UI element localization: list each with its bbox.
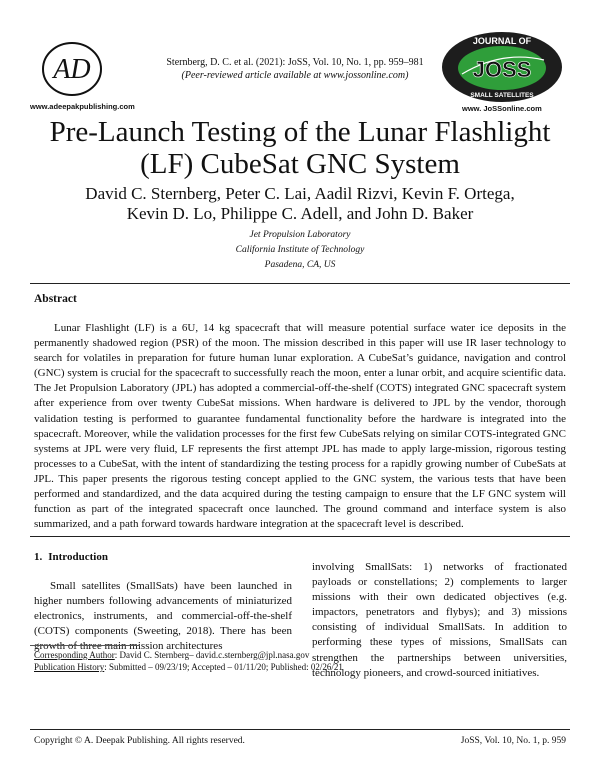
publisher-logo bbox=[40, 40, 104, 98]
section-title: Introduction bbox=[48, 551, 108, 563]
affiliation bbox=[100, 228, 500, 273]
title-line-2: (LF) CubeSat GNC System bbox=[140, 148, 460, 180]
ad-logo-text: AD bbox=[53, 54, 91, 85]
joss-logo-icon bbox=[440, 30, 564, 104]
paper-title bbox=[30, 116, 570, 180]
title-line-1: Pre-Launch Testing of the Lunar Flashlight bbox=[49, 116, 551, 148]
joss-logo-top-text: JOURNAL OF bbox=[472, 36, 532, 46]
abstract-bottom-rule bbox=[30, 536, 570, 537]
publication-history-label: Publication History bbox=[34, 662, 105, 672]
copyright-notice: Copyright © A. Deepak Publishing. All rights reserved. bbox=[34, 736, 245, 746]
page-reference: JoSS, Vol. 10, No. 1, p. 959 bbox=[460, 736, 566, 746]
joss-logo-main-text: JOSS bbox=[472, 57, 532, 82]
affiliation-line-2: California Institute of Technology bbox=[235, 245, 365, 255]
section-number: 1. bbox=[34, 551, 43, 563]
publication-history-note bbox=[34, 661, 343, 673]
joss-logo-bottom-text: SMALL SATELLITES bbox=[470, 92, 534, 99]
author-list bbox=[40, 184, 560, 224]
publication-history-text: : Submitted – 09/23/19; Accepted – 01/11/20; Published: 02/26/21 bbox=[104, 662, 343, 672]
ad-logo-icon bbox=[40, 40, 104, 98]
publisher-website[interactable]: www.adeepakpublishing.com bbox=[30, 102, 135, 111]
abstract-top-rule bbox=[30, 283, 570, 284]
footnote-rule bbox=[30, 645, 140, 646]
journal-logo bbox=[440, 30, 564, 104]
corresponding-author-text[interactable]: : David C. Sternberg– david.c.sternberg@jpl.nasa.gov bbox=[114, 650, 310, 660]
intro-left-column: Small satellites (SmallSats) have been launched in higher numbers following advancements of miniaturized electronics, instruments, and commercial-off-the-shelf (COTS) components (Sweeting, 2018). There has been growth of three main mission architectures bbox=[34, 580, 292, 653]
affiliation-line-3: Pasadena, CA, US bbox=[264, 260, 336, 270]
citation-block bbox=[140, 56, 450, 82]
affiliation-line-1: Jet Propulsion Laboratory bbox=[249, 230, 351, 240]
citation-note: (Peer-reviewed article available at www.jossonline.com) bbox=[181, 70, 409, 81]
citation-line: Sternberg, D. C. et al. (2021): JoSS, Vol. 10, No. 1, pp. 959–981 bbox=[166, 57, 424, 68]
intro-right-column: involving SmallSats: 1) networks of fractionated payloads or constellations; 2) complements to larger missions with their own dedicated objectives (e.g. impactors, penetrators and flybys); and 3) missions consisting of individual SmallSats. In addition to performing these types of missions, SmallSats can strengthen the partnerships between universities, technology pioneers, and crowd-sourced initiatives. bbox=[312, 561, 567, 679]
abstract-heading: Abstract bbox=[34, 293, 77, 305]
abstract-body: Lunar Flashlight (LF) is a 6U, 14 kg spacecraft that will measure potential surface water ice deposits in the permanently shadowed region (PSR) of the moon. The mission described in this paper will use IR laser technology to search for volatiles in preparation for future human lunar exploration. A CubeSat’s guidance, navigation and control (GNC) system is crucial for the spacecraft to successfully reach the moon, enter a lunar orbit, and acquire scientific data. The Jet Propulsion Laboratory (JPL) has adopted a commercial-off-the-shelf (COTS) integrated GNC spacecraft system after experience from over twenty CubeSat missions. When hardware is delivered to JPL by the vendor, thorough validation testing is performed to guarantee fundamental functionality before the hardware is integrated into the spacecraft. Moreover, while the validation processes for the first few CubeSats relying on similar COTS-integrated GNC systems at JPL were very fluid, LF represents the first attempt JPL has made to apply large-mission, rigorous testing processes to a CubeSat, with the intent of standardizing the testing process for a rapidly growing number of CubeSats at JPL. This paper presents the rigorous testing concept applied to the GNC system, the various tests that have been performed and standardized, and the data acquired during the testing campaign to ensure that the LF GNC system will function as part of the integrated spacecraft once launched. The ground command and interface system is also summarized, and a path forward towards hardware integration at the spacecraft level is described. bbox=[34, 322, 566, 531]
corresponding-author-label: Corresponding Author bbox=[34, 650, 115, 660]
authors-line-2: Kevin D. Lo, Philippe C. Adell, and John D. Baker bbox=[126, 204, 474, 223]
footer-rule bbox=[30, 729, 570, 730]
corresponding-author-note bbox=[34, 649, 309, 661]
journal-website[interactable]: www. JoSSonline.com bbox=[462, 104, 542, 113]
section-heading-introduction bbox=[34, 551, 108, 563]
authors-line-1: David C. Sternberg, Peter C. Lai, Aadil Rizvi, Kevin F. Ortega, bbox=[85, 184, 515, 203]
